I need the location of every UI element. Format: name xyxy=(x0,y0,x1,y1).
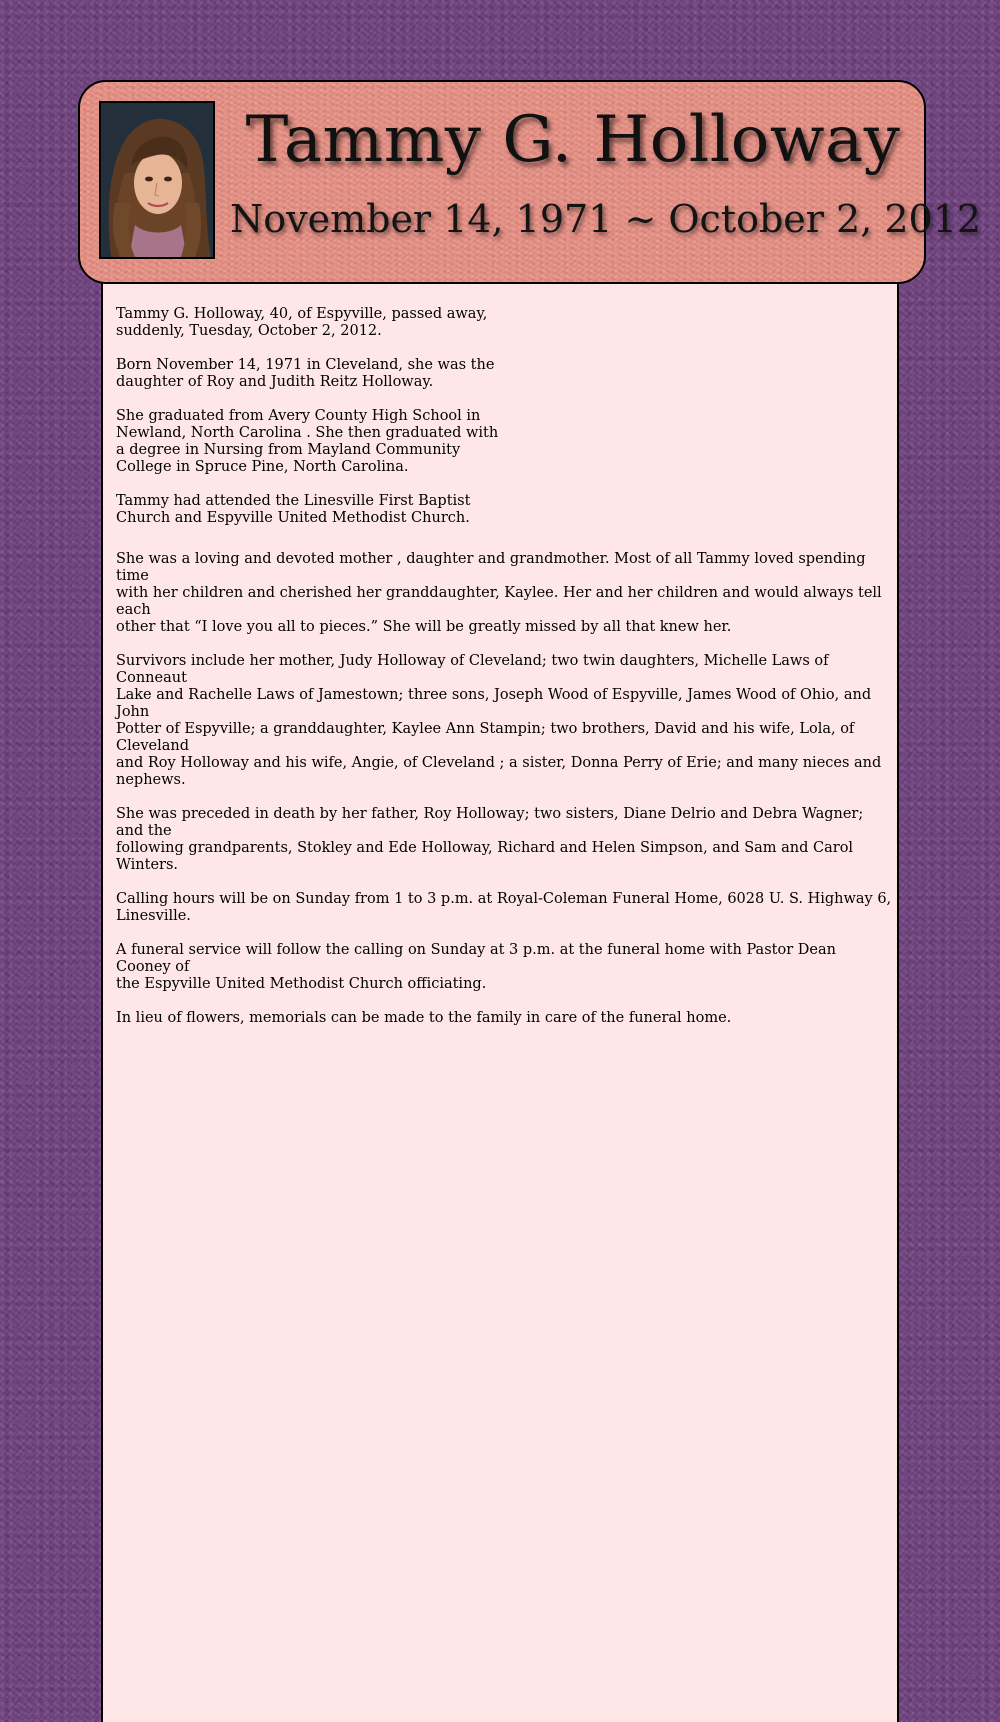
obituary-paragraph-tribute: She was a loving and devoted mother , daughter and grandmother. Most of all Tammy loved spending time with her children and cherished her granddaughter, Kaylee. Her and her children and would always tell each other that “I love you all to pieces.” She will be greatly missed by all that knew her. xyxy=(116,551,882,635)
obituary-paragraph-death-notice: Tammy G. Holloway, 40, of Espyville, passed away, suddenly, Tuesday, October 2, 2012. xyxy=(116,306,488,339)
obituary-paragraph-preceded: She was preceded in death by her father, Roy Holloway; two sisters, Diane Delrio and Debra Wagner; and the following grandparents, Stokley and Ede Holloway, Richard and Helen Simpson, and Sam and Carol Winters. xyxy=(116,806,864,873)
portrait-image xyxy=(101,103,213,257)
portrait-photo xyxy=(99,101,215,259)
obituary-paragraph-memorials: In lieu of flowers, memorials can be made to the family in care of the funeral home. xyxy=(116,1010,732,1026)
obituary-paragraph-calling-hours: Calling hours will be on Sunday from 1 to 3 p.m. at Royal-Coleman Funeral Home, 6028 U. S. Highway 6, Linesville. xyxy=(116,891,892,924)
obituary-body xyxy=(116,306,892,1044)
header-banner xyxy=(78,80,982,284)
life-dates: November 14, 1971 ~ October 2, 2012 xyxy=(230,197,982,241)
deceased-name: Tammy G. Holloway xyxy=(245,103,901,177)
obituary-paragraph-church: Tammy had attended the Linesville First Baptist Church and Espyville United Methodist Church. xyxy=(116,493,471,526)
obituary-paragraph-education: She graduated from Avery County High School in Newland, North Carolina . She then graduated with a degree in Nursing from Mayland Community College in Spruce Pine, North Carolina. xyxy=(116,408,499,475)
obituary-paragraph-birth: Born November 14, 1971 in Cleveland, she was the daughter of Roy and Judith Reitz Holloway. xyxy=(116,357,495,390)
obituary-paragraph-service: A funeral service will follow the calling on Sunday at 3 p.m. at the funeral home with Pastor Dean Cooney of the Espyville United Methodist Church officiating. xyxy=(116,942,836,992)
obituary-paragraph-survivors: Survivors include her mother, Judy Holloway of Cleveland; two twin daughters, Michelle Laws of Conneaut Lake and Rachelle Laws of Jamestown; three sons, Joseph Wood of Espyville, James Wood of Ohio, and John Potter of Espyville; a granddaughter, Kaylee Ann Stampin; two brothers, David and his wife, Lola, of Cleveland and Roy Holloway and his wife, Angie, of Cleveland ; a sister, Donna Perry of Erie; and many nieces and nephews. xyxy=(116,653,882,788)
